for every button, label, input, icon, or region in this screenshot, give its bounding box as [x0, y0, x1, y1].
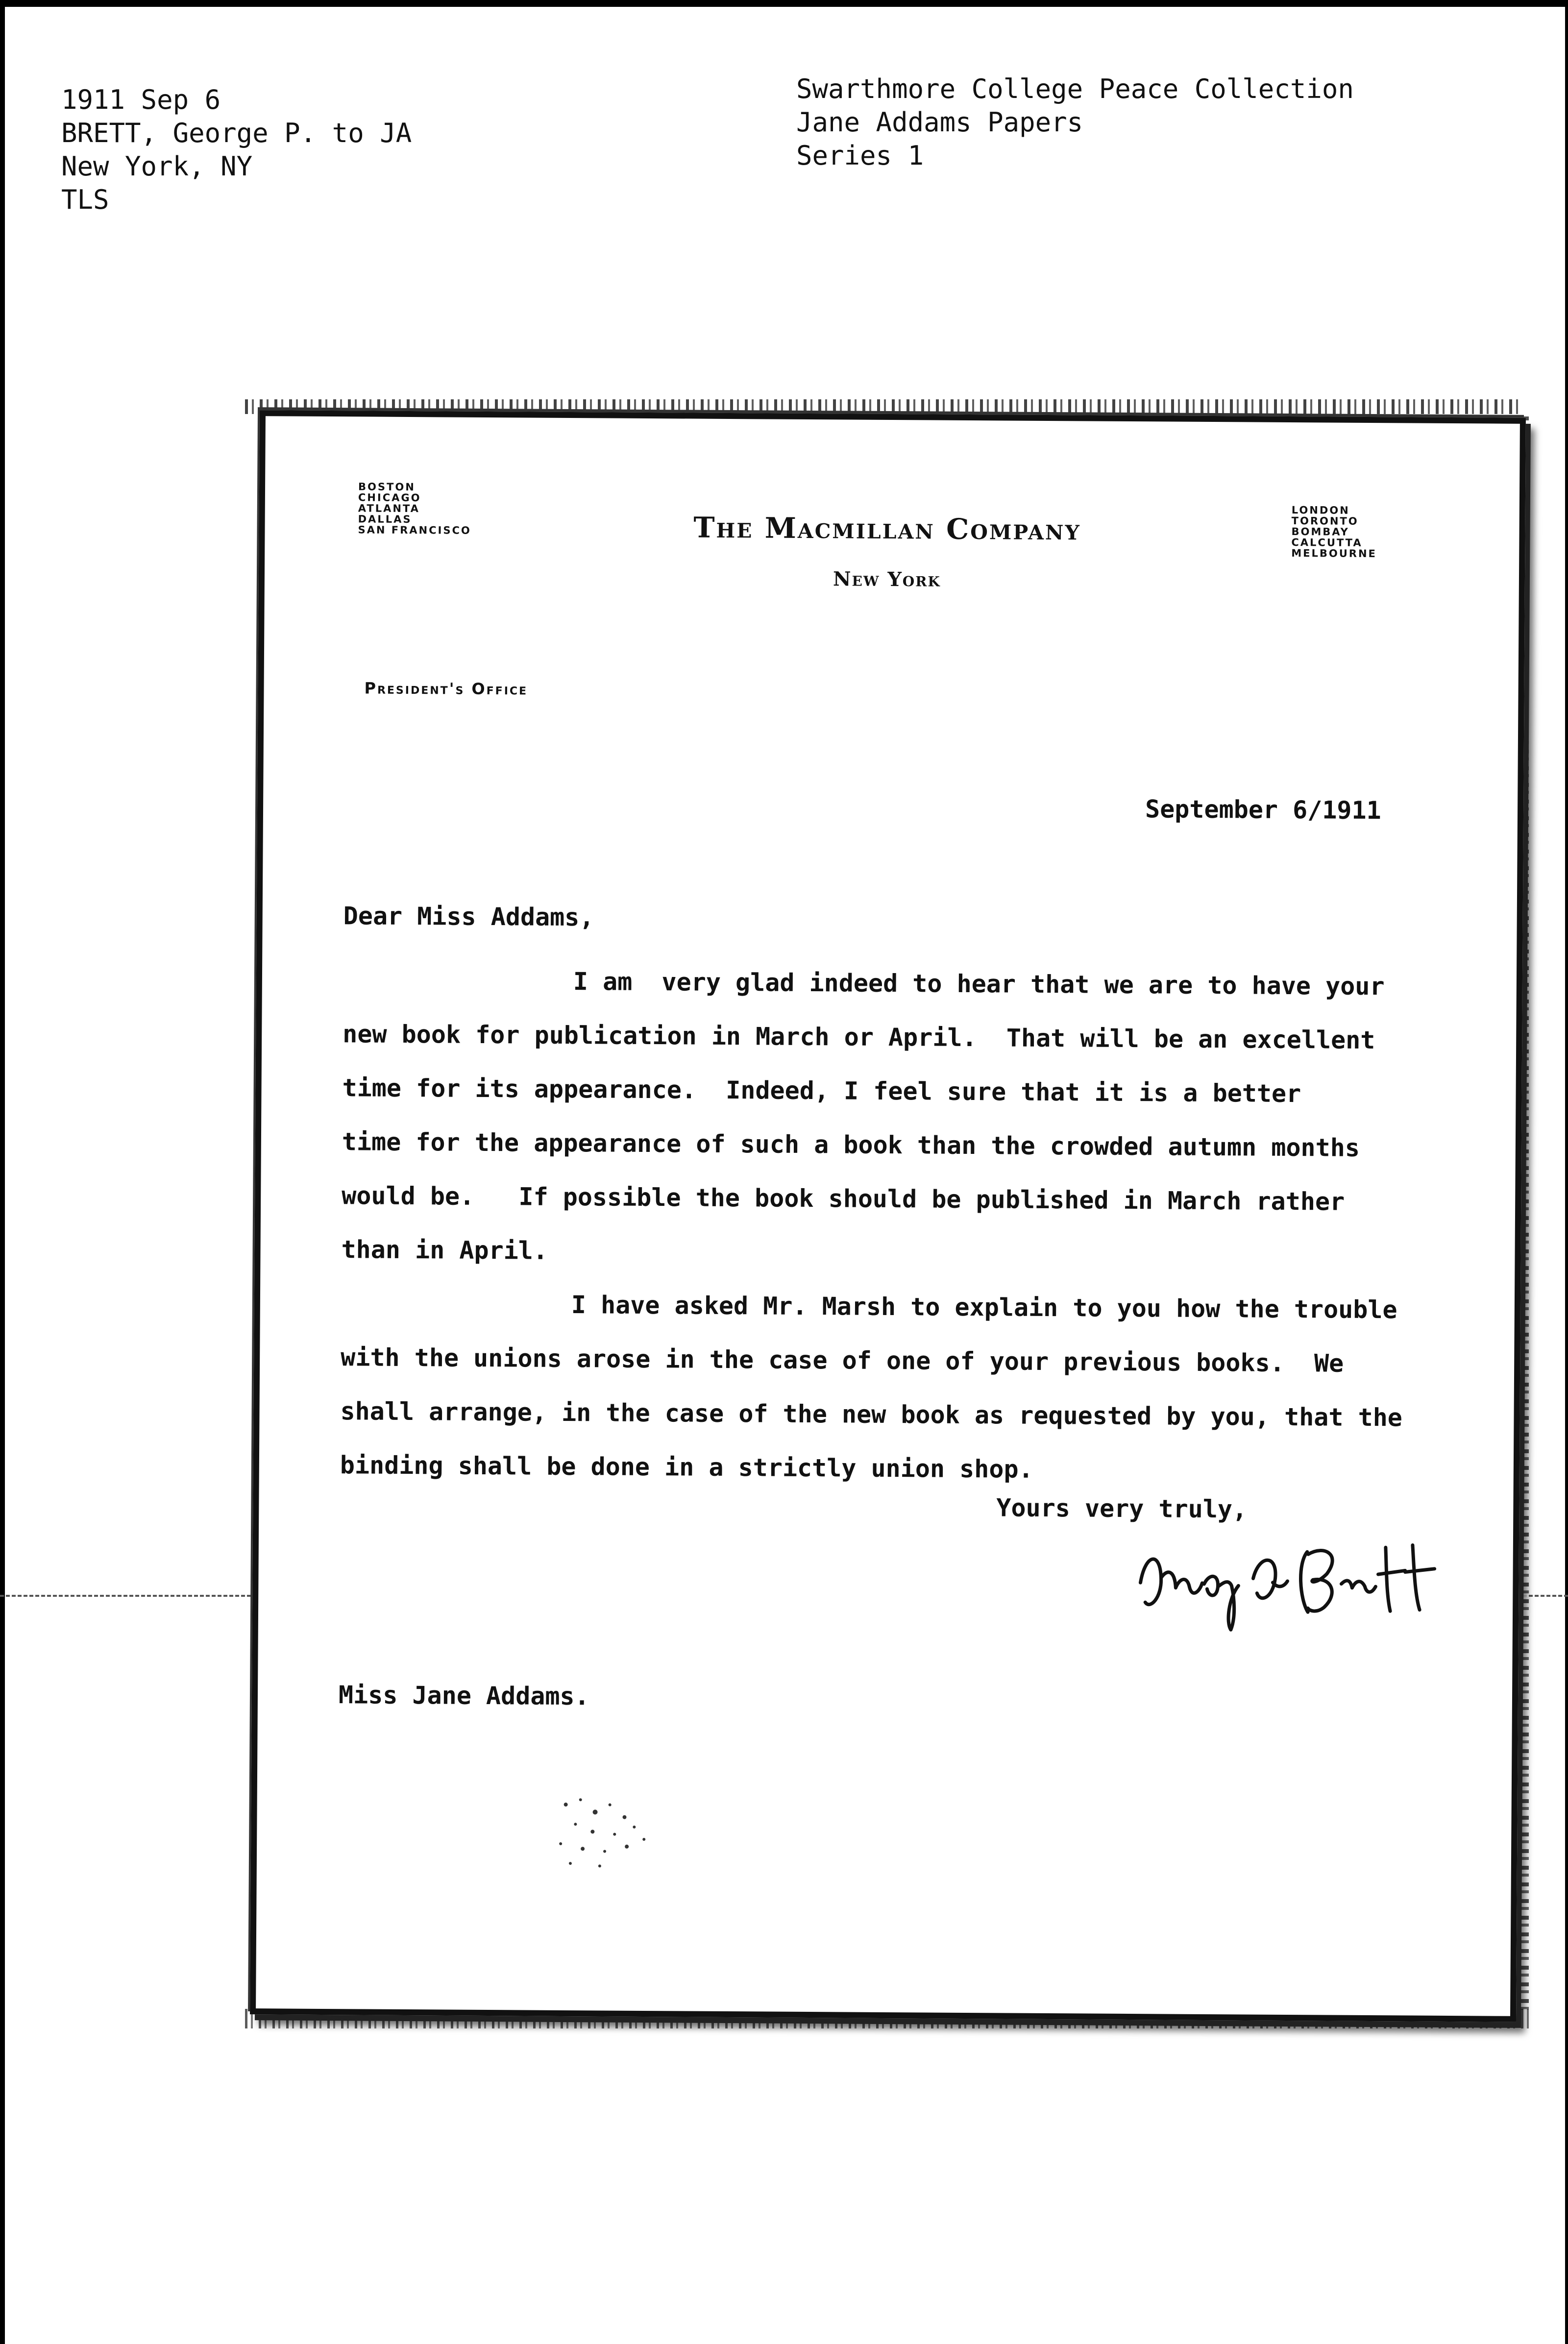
collection-note: [796, 73, 1354, 172]
collection-series: Series 1: [796, 140, 924, 171]
collection-name: Swarthmore College Peace Collection: [796, 73, 1354, 104]
letter-body: [340, 953, 1470, 1499]
handwritten-signature: [1130, 1524, 1445, 1638]
body-line: time for its appearance. Indeed, I feel sure that it is a better: [342, 1074, 1301, 1108]
letter-sheet: [250, 410, 1526, 2022]
archive-note-correspondents: BRETT, George P. to JA: [61, 118, 412, 148]
letter-recipient: Miss Jane Addams.: [338, 1681, 589, 1711]
body-line: I have asked Mr. Marsh to explain to you how the trouble: [571, 1291, 1397, 1324]
city-atlanta: ATLANTA: [358, 502, 420, 515]
city-london: LONDON: [1291, 504, 1350, 516]
body-line: binding shall be done in a strictly union shop.: [340, 1451, 1033, 1484]
body-line: new book for publication in March or April. That will be an excellent: [343, 1020, 1375, 1055]
scan-border-top: [0, 0, 1568, 7]
archive-note-type: TLS: [61, 184, 109, 215]
archive-note-place: New York, NY: [61, 151, 253, 182]
city-bombay: BOMBAY: [1291, 526, 1349, 538]
archive-note: [61, 83, 412, 217]
body-line: time for the appearance of such a book than the crowded autumn months: [342, 1127, 1360, 1162]
letter-closing: Yours very truly,: [996, 1493, 1248, 1524]
letterhead-cities-left: [358, 481, 471, 536]
letter-salutation: Dear Miss Addams,: [343, 902, 594, 932]
body-line: shall arrange, in the case of the new book as requested by you, that the: [340, 1397, 1403, 1432]
scan-border-left: [0, 0, 5, 2344]
city-calcutta: CALCUTTA: [1291, 537, 1363, 549]
city-melbourne: MELBOURNE: [1291, 547, 1377, 560]
letterhead-city: New York: [833, 567, 941, 591]
letter-date: September 6/1911: [1145, 795, 1381, 825]
archive-note-date: 1911 Sep 6: [61, 84, 221, 115]
letterhead-cities-right: [1291, 505, 1377, 559]
collection-papers: Jane Addams Papers: [796, 107, 1083, 138]
scan-border-right: [1565, 0, 1568, 2344]
body-line: with the unions arose in the case of one of your previous books. We: [341, 1343, 1344, 1378]
city-san-francisco: SAN FRANCISCO: [358, 524, 471, 537]
city-dallas: DALLAS: [358, 513, 412, 526]
body-line: I am very glad indeed to hear that we are to have your: [573, 967, 1385, 1001]
letterhead-company: The Macmillan Company: [693, 511, 1081, 547]
city-chicago: CHICAGO: [358, 491, 421, 504]
body-line: would be. If possible the book should be published in March rather: [342, 1181, 1345, 1216]
body-line: than in April.: [341, 1235, 548, 1265]
city-boston: BOSTON: [358, 481, 416, 493]
scan-speckle-marks: [546, 1790, 664, 1874]
letterhead-office: President's Office: [364, 679, 528, 699]
city-toronto: TORONTO: [1291, 515, 1359, 527]
